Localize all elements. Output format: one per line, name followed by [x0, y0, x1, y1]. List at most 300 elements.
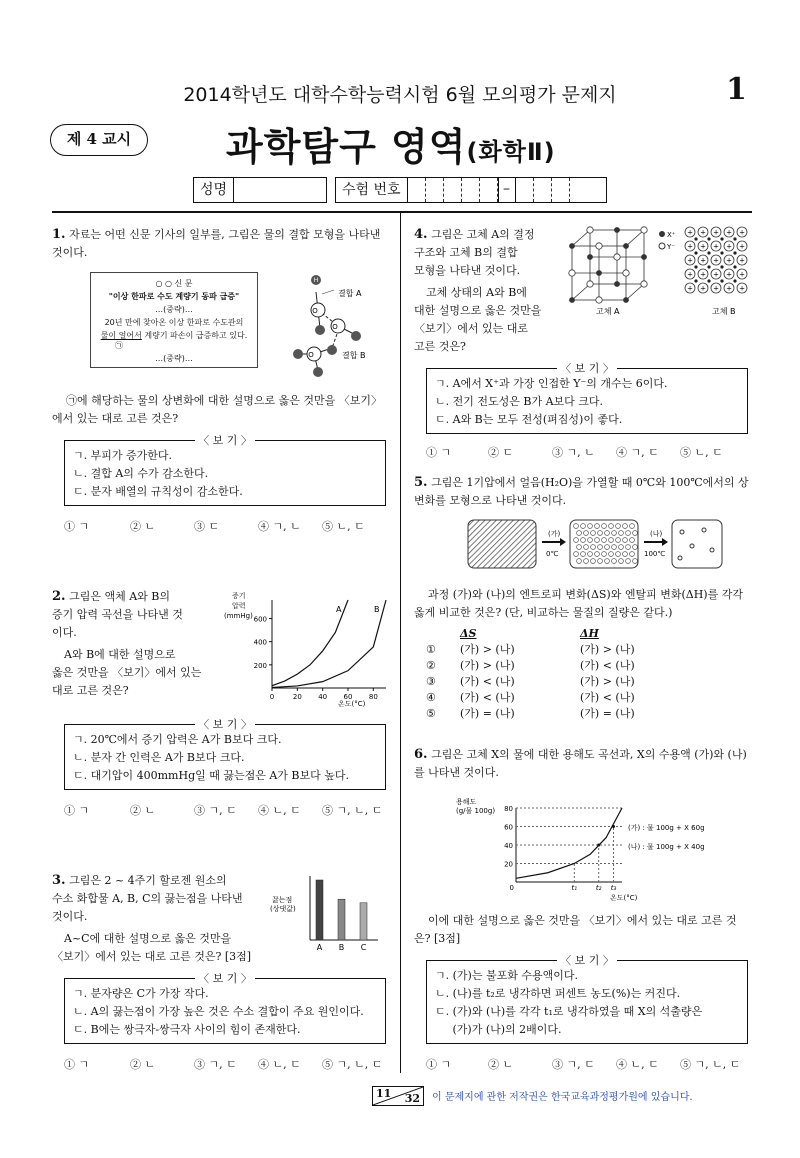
x-ion-legend-icon	[659, 231, 665, 237]
water-molecule	[591, 545, 596, 550]
answer-delta-h: (가) = (나)	[580, 707, 635, 720]
free-electron	[694, 251, 697, 254]
bar	[360, 903, 367, 940]
bond-b-label: 결합 B	[342, 351, 366, 360]
bogi-item: (가)가 (나)의 2배이다.	[435, 1023, 562, 1036]
free-electron	[720, 251, 723, 254]
cation-plus: +	[700, 284, 706, 293]
choice-option[interactable]: ③ ㄱ, ㄴ	[552, 446, 595, 459]
question-2-choices	[64, 802, 386, 818]
x-ion	[597, 271, 602, 276]
solubility-curve	[516, 808, 622, 878]
header-divider	[52, 211, 752, 213]
y-tick-label: 400	[253, 638, 267, 647]
exam-number-digit[interactable]	[444, 178, 462, 202]
cation-plus: +	[713, 228, 719, 237]
origin-label: 0	[509, 884, 514, 892]
water-bond-diagram	[282, 270, 392, 380]
water-molecule	[605, 545, 610, 550]
water-molecule	[591, 559, 596, 564]
answer-number: ①	[426, 643, 436, 656]
exam-number-digit[interactable]	[480, 178, 498, 202]
free-electron	[720, 265, 723, 268]
y-axis-label: 용해도	[456, 798, 477, 806]
page-number: 1	[726, 72, 747, 107]
news-header: ○ ○ 신 문	[155, 279, 193, 288]
exam-number-digit[interactable]	[408, 178, 426, 202]
y-axis-label: (g/물 100g)	[456, 807, 496, 815]
question-3-text: 것이다.	[52, 910, 88, 923]
choice-option[interactable]: ② ㄷ	[488, 446, 514, 459]
choice-option[interactable]: ⑤ ㄱ, ㄴ, ㄷ	[322, 804, 383, 817]
cation-plus: +	[739, 228, 745, 237]
cation-plus: +	[713, 242, 719, 251]
vapor-pressure-chart	[218, 588, 390, 712]
series-line-B	[272, 600, 386, 687]
bogi-item: ㄴ. 분자 간 인력은 A가 B보다 크다.	[73, 751, 245, 764]
choice-option[interactable]: ② ㄴ	[488, 1058, 514, 1071]
cation-plus: +	[700, 270, 706, 279]
cation-plus: +	[739, 242, 745, 251]
category-label: A	[316, 943, 323, 952]
exam-number-label: 수험 번호	[336, 178, 408, 202]
question-5-stem	[414, 474, 749, 510]
question-2-number: 2.	[52, 589, 66, 604]
answer-delta-h: (가) < (나)	[580, 691, 635, 704]
question-5-text: 그림은 1기압에서 얼음(H₂O)을 가열할 때 0℃와 100℃에서의 상변화를 모형으로 나타낸 것이다.	[414, 476, 749, 507]
question-6-text: 그림은 고체 X의 물에 대한 용해도 곡선과, X의 수용액 (가)와 (나)를 나타낸 것이다.	[414, 748, 747, 779]
bar	[338, 899, 345, 940]
bogi-item: ㄷ. (가)와 (나)를 각각 t₁로 냉각하였을 때 X의 석출량은	[435, 1005, 703, 1018]
question-6-number: 6.	[414, 747, 428, 762]
y-ion	[587, 227, 593, 233]
choice-option[interactable]: ④ ㄱ, ㄴ	[258, 520, 301, 533]
water-molecule	[616, 538, 621, 543]
bogi-item: ㄴ. A의 끓는점이 가장 높은 것은 수소 결합이 주요 원인이다.	[73, 1005, 364, 1018]
choice-option[interactable]: ④ ㄴ, ㄷ	[258, 804, 301, 817]
solid-a-label: 고체 A	[596, 307, 620, 316]
cation-plus: +	[726, 228, 732, 237]
bogi-item: ㄴ. 결합 A의 수가 감소한다.	[73, 467, 209, 480]
steam-gas-box	[672, 520, 722, 568]
answer-number: ⑤	[426, 707, 436, 720]
temp-0-label: 0℃	[546, 550, 559, 558]
free-electron	[733, 279, 736, 282]
cation-plus: +	[687, 228, 693, 237]
y-tick-label: 200	[253, 661, 267, 670]
name-label: 성명	[194, 178, 234, 202]
choice-option[interactable]: ④ ㄴ, ㄷ	[258, 1058, 301, 1071]
exam-number-digit[interactable]	[516, 178, 534, 202]
h-atom	[313, 367, 323, 377]
subject-title	[226, 116, 556, 171]
answer-delta-s: (가) > (나)	[460, 643, 515, 656]
news-end: …(중략)…	[155, 354, 193, 363]
answer-delta-s: (가) = (나)	[460, 707, 515, 720]
column-delta-h: ΔH	[580, 627, 599, 640]
water-molecule	[609, 524, 614, 529]
x-ion	[570, 298, 575, 303]
choice-option[interactable]: ③ ㄷ	[194, 520, 220, 533]
choice-option[interactable]: ① ㄱ	[426, 1058, 452, 1071]
question-2-text: 대로 고른 것은?	[52, 684, 129, 697]
bogi-item: ㄱ. 20℃에서 증기 압력은 A가 B보다 크다.	[73, 733, 282, 746]
water-molecule	[595, 552, 600, 557]
bogi-item: ㄴ. (나)를 t₂로 냉각하면 퍼센트 농도(%)는 커진다.	[435, 987, 681, 1000]
question-1-bogi	[64, 434, 386, 506]
water-molecule	[574, 552, 579, 557]
bar	[316, 880, 323, 940]
answer-number: ④	[426, 691, 436, 704]
solubility-chart	[450, 796, 720, 902]
bogi-title: 〈 보 기 〉	[195, 718, 255, 731]
x-tick-label: t₂	[595, 884, 602, 892]
water-molecule	[602, 524, 607, 529]
cation-plus: +	[726, 284, 732, 293]
y-tick-label: 600	[253, 615, 267, 624]
name-box	[193, 177, 327, 203]
h-atom	[315, 325, 325, 335]
question-4-choices	[426, 444, 744, 460]
question-3-stem	[52, 872, 272, 966]
bogi-item: ㄷ. B에는 쌍극자-쌍극자 사이의 힘이 존재한다.	[73, 1023, 301, 1036]
choice-option[interactable]: ④ ㄱ, ㄷ	[616, 446, 659, 459]
y-tick-label: 60	[504, 823, 513, 832]
total-pages: 32	[404, 1092, 420, 1105]
h-atom	[293, 349, 303, 359]
x-ion	[615, 228, 620, 233]
water-molecule	[584, 531, 589, 536]
question-2-stem	[52, 588, 222, 700]
question-4-text: 〈보기〉에서 있는 대로	[414, 322, 529, 335]
cation-plus: +	[739, 270, 745, 279]
x-axis-label: 온도(°C)	[338, 700, 366, 708]
question-2-bogi	[64, 718, 386, 790]
current-page: 11	[376, 1087, 392, 1100]
question-3-text: 〈보기〉에서 있는 대로 고른 것은? [3점]	[52, 950, 252, 963]
water-molecule	[581, 524, 586, 529]
free-electron	[720, 279, 723, 282]
water-molecule	[630, 524, 635, 529]
category-label: B	[338, 943, 345, 952]
subject-main: 과학탐구 영역	[226, 125, 467, 169]
page-counter	[372, 1086, 424, 1106]
answer-row[interactable]	[426, 642, 686, 658]
water-molecule	[595, 538, 600, 543]
question-3-number: 3.	[52, 873, 66, 888]
cation-plus: +	[687, 270, 693, 279]
answer-number: ②	[426, 659, 436, 672]
answer-delta-s: (가) < (나)	[460, 691, 515, 704]
copyright-notice: 이 문제지에 관한 저작권은 한국교육과정평가원에 있습니다.	[432, 1092, 693, 1103]
exam-title: 2014학년도 대학수학능력시험 6월 모의평가 문제지	[183, 84, 617, 106]
temp-100-label: 100℃	[644, 550, 666, 558]
choice-option[interactable]: ② ㄴ	[130, 804, 156, 817]
cation-plus: +	[713, 256, 719, 265]
question-4-text: 고체 상태의 A와 B에	[426, 286, 527, 299]
water-molecule	[591, 531, 596, 536]
category-label: C	[360, 943, 367, 952]
choice-option[interactable]: ① ㄱ	[64, 1058, 90, 1071]
water-molecule	[602, 538, 607, 543]
column-delta-s: ΔS	[460, 627, 477, 640]
choice-option[interactable]: ① ㄱ	[64, 520, 90, 533]
water-molecule	[574, 524, 579, 529]
h-atom	[327, 345, 337, 355]
question-3-choices	[64, 1056, 386, 1072]
boiling-point-chart	[270, 870, 385, 954]
x-ion	[624, 298, 629, 303]
water-molecule	[581, 552, 586, 557]
answer-row[interactable]	[426, 706, 686, 722]
cation-plus: +	[726, 256, 732, 265]
water-molecule	[584, 545, 589, 550]
bogi-item: ㄷ. 대기압이 400mmHg일 때 끓는점은 A가 B보다 높다.	[73, 769, 350, 782]
choice-option[interactable]: ⑤ ㄴ, ㄷ	[680, 446, 723, 459]
news-mark: ㉠	[115, 341, 123, 350]
water-molecule	[588, 524, 593, 529]
choice-option[interactable]: ⑤ ㄴ, ㄷ	[322, 520, 365, 533]
answer-row[interactable]	[426, 690, 686, 706]
subject-sub: (화학Ⅱ)	[466, 138, 556, 166]
bogi-title: 〈 보 기 〉	[195, 434, 255, 447]
question-4-text: 구조와 고체 B의 결합	[414, 246, 518, 259]
y-tick-label: 40	[504, 842, 513, 850]
question-6-choices	[426, 1056, 744, 1072]
cation-plus: +	[700, 228, 706, 237]
water-molecule	[584, 559, 589, 564]
question-5-answer-table	[426, 626, 686, 722]
question-3-text: A~C에 대한 설명으로 옳은 것만을	[64, 932, 232, 945]
question-4-text: 모형을 나타낸 것이다.	[414, 264, 521, 277]
bond-a-label: 결합 A	[338, 289, 362, 298]
y-ion	[641, 227, 647, 233]
water-molecule	[574, 538, 579, 543]
choice-option[interactable]: ① ㄱ	[426, 446, 452, 459]
y-ion	[641, 281, 647, 287]
answer-delta-h: (가) > (나)	[580, 643, 635, 656]
question-4-text: 그림은 고체 A의 결정	[431, 228, 535, 241]
x-ion	[570, 244, 575, 249]
x-tick-label: 80	[368, 693, 378, 701]
cation-plus: +	[687, 256, 693, 265]
x-tick-label: 40	[318, 693, 328, 701]
water-molecule	[630, 552, 635, 557]
y-ion	[587, 281, 593, 287]
free-electron	[694, 265, 697, 268]
bogi-item: ㄱ. 분자량은 C가 가장 작다.	[73, 987, 209, 1000]
question-4-stem	[414, 226, 564, 356]
series-label: A	[336, 605, 342, 614]
free-electron	[720, 237, 723, 240]
water-molecule	[605, 559, 610, 564]
y-ion	[614, 254, 620, 260]
answer-delta-h: (가) > (나)	[580, 675, 635, 688]
water-molecule	[626, 531, 631, 536]
water-molecule	[623, 552, 628, 557]
water-molecule	[581, 538, 586, 543]
answer-row[interactable]	[426, 674, 686, 690]
y-tick-label: 20	[504, 860, 513, 869]
x-tick-label: t₃	[610, 884, 617, 892]
water-molecule	[619, 545, 624, 550]
question-1-stem	[52, 226, 387, 262]
water-molecule	[612, 559, 617, 564]
y-ion	[596, 297, 602, 303]
question-4-text: 대한 설명으로 옳은 것만을	[414, 304, 542, 317]
water-molecule	[630, 538, 635, 543]
cation-plus: +	[713, 284, 719, 293]
choice-option[interactable]: ⑤ ㄱ, ㄴ, ㄷ	[322, 1058, 383, 1071]
cation-plus: +	[700, 256, 706, 265]
water-molecule	[577, 531, 582, 536]
y-ion	[623, 270, 629, 276]
crystal-structure-diagram	[566, 222, 756, 322]
water-molecule	[598, 559, 603, 564]
free-electron	[733, 265, 736, 268]
exam-number-box	[335, 177, 607, 203]
exam-number-digit[interactable]	[552, 178, 570, 202]
x-ion	[642, 255, 647, 260]
water-molecule	[577, 545, 582, 550]
x-ion	[624, 244, 629, 249]
y-ion	[569, 270, 575, 276]
free-electron	[707, 251, 710, 254]
water-molecule	[619, 559, 624, 564]
news-underlined: 물이 얼어서	[100, 331, 142, 340]
o-atom-label: O	[312, 307, 318, 315]
series-label: B	[374, 605, 380, 614]
water-molecule	[577, 559, 582, 564]
free-electron	[707, 279, 710, 282]
water-molecule	[633, 559, 638, 564]
question-1-number: 1.	[52, 227, 66, 242]
question-2-text: 증기 압력 곡선을 나타낸 것	[52, 608, 183, 621]
question-1-choices	[64, 518, 386, 534]
question-4-bogi	[426, 362, 748, 434]
water-molecule	[623, 538, 628, 543]
exam-number-digit[interactable]	[426, 178, 444, 202]
question-3-text: 그림은 2 ~ 4주기 할로젠 원소의	[69, 874, 227, 887]
y-ion-legend-icon	[659, 243, 665, 249]
exam-number-digit[interactable]	[534, 178, 552, 202]
o-atom-label: O	[332, 323, 338, 331]
news-headline: "이상 한파로 수도 계량기 동파 급증"	[108, 292, 240, 301]
choice-option[interactable]: ④ ㄴ, ㄷ	[616, 1058, 659, 1071]
x-tick-label: t₁	[571, 884, 578, 892]
question-1-prompt: ㉠에 해당하는 물의 상변화에 대한 설명으로 옳은 것만을 〈보기〉에서 있는 대로 고른 것은?	[52, 394, 382, 425]
bogi-item: ㄷ. A와 B는 모두 전성(펴짐성)이 좋다.	[435, 413, 623, 426]
period-badge: 제 4 교시	[50, 124, 148, 156]
y-axis-label: 증기	[232, 592, 246, 600]
h-atom-label: H	[313, 277, 319, 284]
question-3-text: 수소 화합물 A, B, C의 끓는점을 나타낸	[52, 892, 243, 905]
question-1-text: 자료는 어떤 신문 기사의 일부를, 그림은 물의 결합 모형을 나타낸 것이다.	[52, 228, 381, 259]
choice-option[interactable]: ① ㄱ	[64, 804, 90, 817]
bogi-title: 〈 보 기 〉	[557, 362, 617, 375]
x-ion	[615, 282, 620, 287]
choice-option[interactable]: ③ ㄱ, ㄷ	[552, 1058, 595, 1071]
question-5-prompt: 과정 (가)와 (나)의 엔트로피 변화(ΔS)와 엔탈피 변화(ΔH)를 각각 옳게 비교한 것은? (단, 비교하는 물질의 질량은 같다.)	[414, 588, 743, 619]
x-tick-label: 60	[343, 693, 353, 701]
name-field[interactable]	[234, 178, 326, 202]
newspaper-clipping	[90, 272, 258, 368]
choice-option[interactable]: ③ ㄱ, ㄷ	[194, 804, 237, 817]
h-atom	[351, 331, 361, 341]
choice-option[interactable]: ③ ㄱ, ㄷ	[194, 1058, 237, 1071]
legend-x: X⁺	[667, 231, 676, 239]
question-6-prompt: 이에 대한 설명으로 옳은 것만을 〈보기〉에서 있는 대로 고른 것은? [3점]	[414, 914, 737, 945]
question-2-text: A와 B에 대한 설명으로	[64, 648, 176, 661]
free-electron	[733, 237, 736, 240]
step-ga-label: (가)	[548, 530, 561, 538]
free-electron	[694, 237, 697, 240]
water-molecule	[619, 531, 624, 536]
water-molecule	[605, 531, 610, 536]
ice-solid-box	[468, 520, 536, 568]
answer-row[interactable]	[426, 658, 686, 674]
solution-na-label: (나) : 물 100g + X 40g	[628, 843, 705, 851]
cation-plus: +	[687, 284, 693, 293]
solution-ga-label: (가) : 물 100g + X 60g	[628, 824, 705, 832]
cation-plus: +	[700, 242, 706, 251]
x-tick-label: 0	[269, 693, 275, 701]
y-axis-label: (상댓값)	[270, 905, 296, 913]
legend-y: Y⁻	[667, 243, 675, 251]
step-na-label: (나)	[650, 530, 663, 538]
y-axis-label: 압력	[232, 602, 246, 610]
exam-number-digit[interactable]	[462, 178, 480, 202]
water-molecule	[598, 531, 603, 536]
free-electron	[733, 251, 736, 254]
water-molecule	[588, 538, 593, 543]
water-molecule	[588, 552, 593, 557]
question-2-text: 그림은 액체 A와 B의	[69, 590, 170, 603]
y-axis-label: 끓는점	[272, 896, 293, 904]
water-molecule	[623, 524, 628, 529]
water-molecule	[595, 524, 600, 529]
exam-number-dash: –	[498, 178, 516, 202]
water-molecule	[633, 531, 638, 536]
solution-na-point	[597, 844, 600, 847]
water-molecule	[616, 552, 621, 557]
choice-option[interactable]: ② ㄴ	[130, 1058, 156, 1071]
question-3-bogi	[64, 972, 386, 1044]
exam-number-digit[interactable]	[570, 178, 588, 202]
cation-plus: +	[739, 284, 745, 293]
cation-plus: +	[713, 270, 719, 279]
o-atom-label: O	[308, 351, 314, 359]
water-molecule	[602, 552, 607, 557]
phase-change-diagram	[466, 516, 726, 576]
choice-option[interactable]: ② ㄴ	[130, 520, 156, 533]
free-electron	[707, 265, 710, 268]
question-2-text: 이다.	[52, 626, 77, 639]
y-axis-label: (mmHg)	[224, 612, 253, 620]
free-electron	[707, 237, 710, 240]
water-molecule	[626, 545, 631, 550]
news-body-rest: 계량기 파손이 급증하고 있다.	[141, 331, 248, 340]
water-molecule	[612, 545, 617, 550]
solid-b-label: 고체 B	[712, 307, 736, 316]
water-molecule	[609, 538, 614, 543]
choice-option[interactable]: ⑤ ㄱ, ㄴ, ㄷ	[680, 1058, 741, 1071]
y-ion	[596, 243, 602, 249]
water-molecule	[612, 531, 617, 536]
question-4-text: 고른 것은?	[414, 340, 466, 353]
water-molecule	[598, 545, 603, 550]
question-6-stem	[414, 746, 749, 782]
